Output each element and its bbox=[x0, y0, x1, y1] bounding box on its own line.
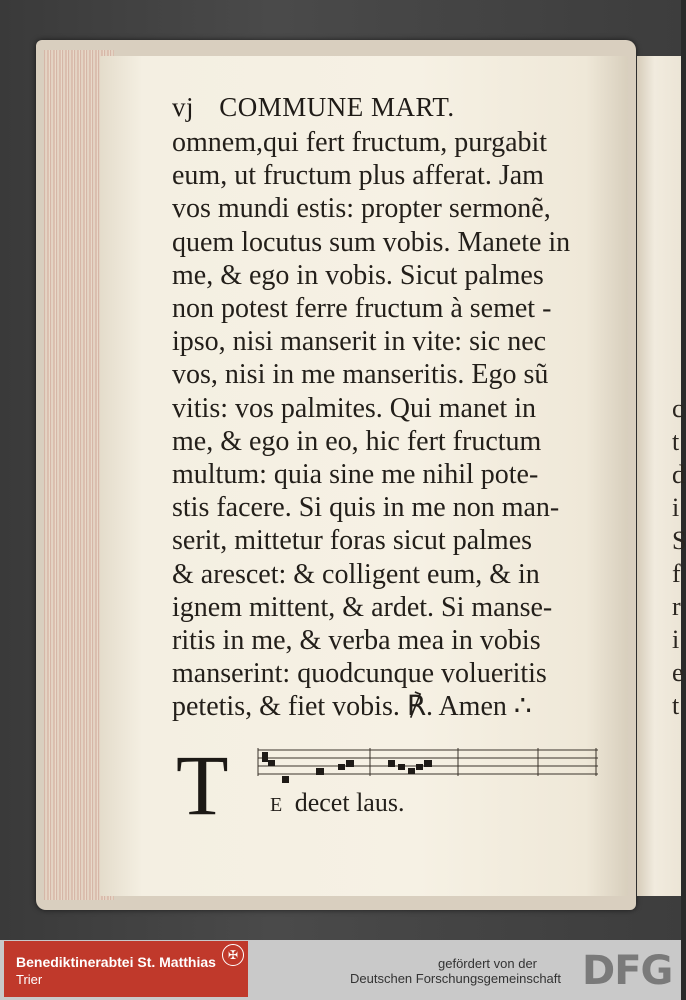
running-head bbox=[172, 92, 612, 123]
text-line: non potest ferre fructum à semet - bbox=[172, 293, 552, 325]
dfg-logo[interactable]: DFG bbox=[582, 948, 673, 994]
right-page-letters bbox=[672, 392, 686, 722]
text-line: multum: quia sine me nihil pote- bbox=[172, 459, 539, 491]
abbey-logo-icon: ✠ bbox=[222, 944, 244, 966]
institution-city: Trier bbox=[16, 972, 43, 987]
text-line: me, & ego in vobis. Sicut palmes bbox=[172, 259, 544, 291]
right-letter: i bbox=[672, 625, 680, 654]
body-text bbox=[172, 126, 612, 724]
text-line: serit, mittetur foras sicut palmes bbox=[172, 525, 533, 557]
text-line: quem locutus sum vobis. Manete in bbox=[172, 226, 571, 258]
incipit-text bbox=[270, 788, 404, 818]
funder-label: gefördert von der bbox=[438, 956, 538, 971]
text-line: vitis: vos palmites. Qui manet in bbox=[172, 392, 536, 424]
text-line: petetis, & fiet vobis. ℟. Amen ∴ bbox=[172, 691, 532, 723]
music-staff bbox=[258, 746, 598, 780]
right-letter: c bbox=[672, 394, 684, 423]
text-line: vos mundi estis: propter sermonẽ, bbox=[172, 193, 551, 225]
text-line: eum, ut fructum plus afferat. Jam bbox=[172, 160, 544, 192]
right-letter: i bbox=[672, 493, 680, 522]
institution-name[interactable]: Benediktinerabtei St. Matthias bbox=[16, 954, 216, 970]
right-letter: t bbox=[672, 691, 680, 720]
text-line: me, & ego in eo, hic fert fructum bbox=[172, 425, 542, 457]
text-line: ritis in me, & verba mea in vobis bbox=[172, 625, 541, 657]
incipit-words: decet laus. bbox=[294, 788, 405, 817]
text-line: vos, nisi in me manseritis. Ego sũ bbox=[172, 359, 549, 391]
right-letter: r bbox=[672, 592, 681, 621]
text-line: & arescet: & colligent eum, & in bbox=[172, 558, 540, 590]
text-line: omnem,qui fert fructum, purgabit bbox=[172, 127, 548, 158]
right-letter: e bbox=[672, 658, 684, 687]
right-letter: t bbox=[672, 427, 680, 456]
text-line: ignem mittent, & ardet. Si manse- bbox=[172, 591, 553, 623]
running-head-title: COMMUNE MART. bbox=[219, 92, 455, 122]
text-line: ipso, nisi manserit in vite: sic nec bbox=[172, 326, 547, 358]
right-letter: d bbox=[672, 460, 685, 489]
folio-number: vj bbox=[172, 92, 195, 122]
text-line: stis facere. Si quis in me non man- bbox=[172, 492, 560, 524]
right-letter: f bbox=[672, 559, 681, 588]
funder-name: Deutschen Forschungsgemeinschaft bbox=[350, 971, 562, 986]
incipit-capital: E bbox=[270, 794, 283, 816]
decorated-initial: T bbox=[176, 737, 229, 833]
text-line: manserint: quodcunque volueritis bbox=[172, 658, 547, 690]
right-letter: S bbox=[672, 526, 686, 555]
